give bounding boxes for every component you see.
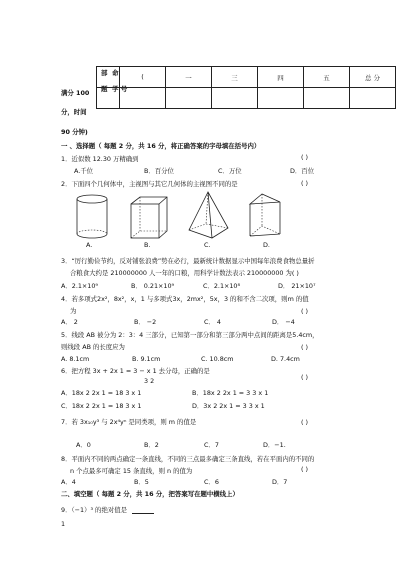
figure-cylinder	[72, 192, 112, 242]
q8-option-a: A．4	[61, 478, 76, 486]
score-header-blank	[97, 67, 120, 88]
score-cell[interactable]	[304, 88, 350, 109]
q6-stem: 6．把方程 3x + 2x 1 = 3 − x 1 去分母，正确的是	[61, 367, 210, 375]
q1-option-b: B．百分位	[144, 167, 174, 175]
q8-option-d: D．7	[272, 478, 288, 486]
vertical-label-2: 题 学 号	[101, 85, 128, 93]
q6-option-d: D．3x 2 2x 1 = 3 3 x 1	[192, 402, 265, 410]
q7-option-b: B．2	[144, 441, 159, 449]
q9-answer-blank[interactable]	[132, 513, 154, 514]
q1-paren: ( )	[301, 153, 309, 161]
q2-stem: 2．下面四个几何体中，主视图与其它几何体的主视图不同的是	[61, 180, 238, 188]
vertical-label-1: 部 命	[101, 69, 119, 77]
q7-option-a: A．0	[76, 441, 91, 449]
q2-label-a: A.	[86, 241, 93, 249]
q5-line1: 5．线段 AB 被分为 2：3：4 三部分，已知第一部分和第三部分两中点间的距离是5.4cm，	[61, 331, 319, 339]
q1-option-d: D．百位	[290, 167, 315, 175]
q7-option-d: D．−1.	[263, 441, 286, 449]
score-header-1: 一	[166, 67, 212, 88]
q3-option-c: C．2.1×10⁸	[203, 282, 241, 290]
q5-paren: ( )	[301, 343, 309, 351]
q2-label-b: B.	[144, 241, 151, 249]
q2-paren: ( )	[301, 179, 309, 187]
q2-label-d: D.	[263, 241, 270, 249]
q9-stem: 9．（−1）³ 的绝对值是	[61, 506, 128, 514]
q7-stem: 7．若 3x₁₀y³ 与 2x⁴yⁿ 是同类项，则 m 的值是	[61, 418, 197, 426]
q4-stem2: 为	[70, 307, 77, 315]
q6-option-c: C．18x 2 2x 1 = 18 3 x 1	[61, 402, 142, 410]
score-header-4: 四	[258, 67, 304, 88]
q8-line2: n 个点最多可确定 15 条直线，则 n 的值为	[70, 467, 193, 475]
q6-sub: 3 2	[144, 377, 155, 385]
q7-option-c: C．7	[204, 441, 219, 449]
q5-option-a: A. 8.1cm	[61, 355, 90, 363]
q1-option-a: A.千位	[74, 167, 94, 175]
q8-option-b: B．5	[134, 478, 149, 486]
page-number: 1	[61, 520, 66, 528]
score-cell	[97, 88, 120, 109]
score-cell[interactable]	[350, 88, 396, 109]
q6-option-a: A．18x 2 2x 1 = 18 3 x 1	[61, 389, 142, 397]
q3-line2: 合粮食大约是 210000000 人一年的口粮，用科学计数法表示 210000000 为( )	[70, 269, 299, 277]
score-cell[interactable]	[120, 88, 166, 109]
q2-label-c: C.	[204, 241, 211, 249]
q4-option-b: B． −2	[134, 318, 157, 326]
full-marks-label: 满分 100	[61, 89, 90, 97]
section1-heading: 一 、选择题（ 每题 2 分，共 16 分，将正确答案的字母填在括号内）	[61, 142, 261, 150]
figure-prism	[246, 192, 290, 244]
q3-option-d: D． 21×10⁷	[278, 282, 316, 290]
score-header-3: 三	[212, 67, 258, 88]
figure-pyramid	[186, 190, 232, 242]
q5-option-c: C. 10.8cm	[201, 355, 234, 363]
q5-option-b: B. 9.1cm	[132, 355, 161, 363]
score-header-5: 五	[304, 67, 350, 88]
q3-line1: 3．“厉行勤俭节约，反对铺张浪费”势在必行，最新统计数据显示中国每年浪费食物总量折	[61, 257, 315, 265]
score-header-paren: (	[120, 67, 166, 88]
score-table	[96, 66, 396, 109]
score-header-total: 总 分	[350, 67, 396, 88]
minutes-label: 90 分钟)	[61, 128, 88, 136]
q6-paren: ( )	[301, 373, 309, 381]
score-cell[interactable]	[258, 88, 304, 109]
q8-line1: 8．平面内不同的两点确定一条直线，不同的三点最多确定三条直线，若在平面内的不同的	[61, 455, 315, 463]
q4-paren: ( )	[301, 307, 309, 315]
q3-option-b: B． 0.21×10⁹	[131, 282, 175, 290]
q8-paren: ( )	[301, 465, 309, 473]
q7-paren: ( )	[301, 418, 309, 426]
q5-line2: 则线段 AB 的长度应为	[61, 343, 125, 351]
q8-option-c: C．6	[204, 478, 219, 486]
q1-option-c: C．万位	[218, 167, 242, 175]
q4-option-d: D． −4	[272, 318, 295, 326]
q4-option-a: A． 2	[61, 318, 78, 326]
q3-option-a: A．2.1×10⁹	[61, 282, 98, 290]
q1-stem: 1．近似数 12.30 万精确到	[61, 155, 139, 163]
q4-option-c: C． 4	[204, 318, 221, 326]
q4-stem: 4．若多项式2x²，8x²，x，1 与多项式3x，2mx²，5x，3 的和不含二次项，则m 的值	[61, 295, 309, 303]
q5-option-d: D. 7.4cm	[271, 355, 300, 363]
figure-cube	[128, 194, 170, 242]
score-cell[interactable]	[212, 88, 258, 109]
q6-option-b: B．18x 2 2x 1 = 3 3 x 1	[192, 389, 269, 397]
score-cell[interactable]	[166, 88, 212, 109]
section2-heading: 二、填空题（ 每题 2 分，共 16 分，把答案写在题中横线上）	[61, 490, 239, 498]
time-label: 分，时间	[61, 108, 87, 116]
